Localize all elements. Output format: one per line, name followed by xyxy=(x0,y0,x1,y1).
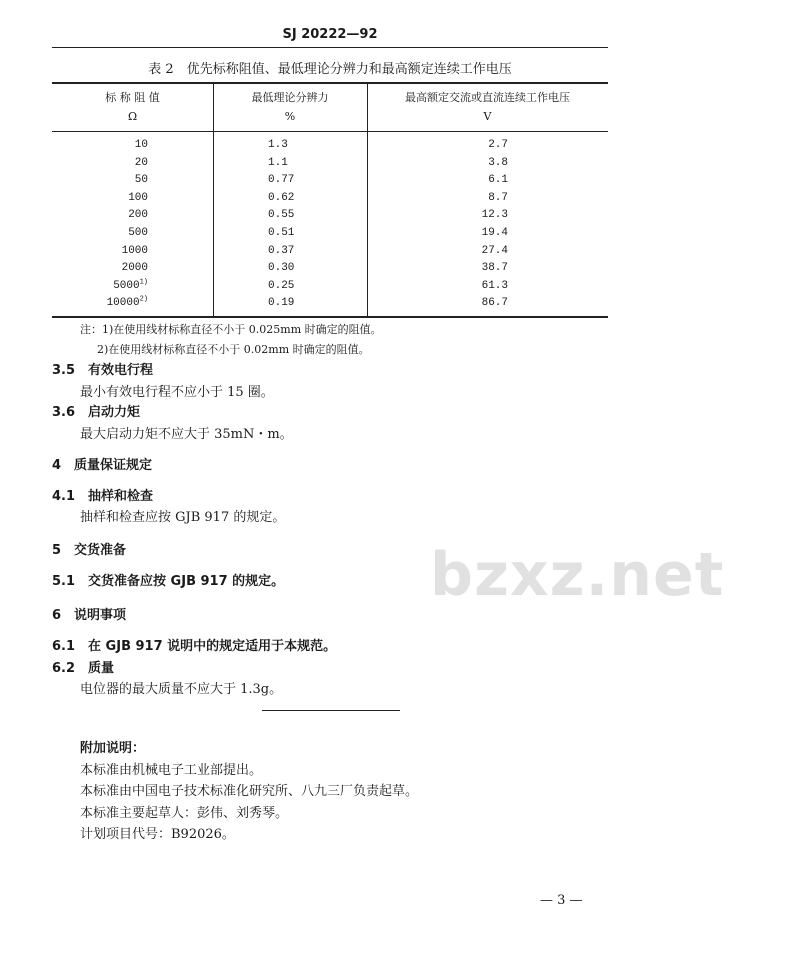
section-text: 最大启动力矩不应大于 35mN・m。 xyxy=(80,427,293,442)
resistance-value: 20 xyxy=(134,156,148,169)
table-top-rule xyxy=(52,82,608,84)
voltage-cell: 61.3 xyxy=(481,279,508,292)
section-heading: 6.1 在 GJB 917 说明中的规定适用于本规范。 xyxy=(52,639,337,654)
additional-notes-line: 本标准由机械电子工业部提出。 xyxy=(80,762,263,778)
section-heading: 5.1 交货准备应按 GJB 917 的规定。 xyxy=(52,574,285,589)
section-divider xyxy=(262,710,400,711)
additional-notes-line: 本标准由中国电子技术标准化研究所、八九三厂负责起草。 xyxy=(80,784,419,799)
section-heading: 4 质量保证规定 xyxy=(52,458,153,473)
resistance-value: 100 xyxy=(128,191,148,204)
resolution-cell: 0.51 xyxy=(268,227,295,239)
resolution-cell: 0.55 xyxy=(268,209,295,222)
footnote-marker: 1) xyxy=(139,278,148,287)
resolution-cell: 0.25 xyxy=(268,279,295,292)
section-heading: 3.6 启动力矩 xyxy=(52,405,141,420)
section-heading: 6.2 质量 xyxy=(52,661,115,676)
table-note: 2)在使用线材标称直径不小于 0.02mm 时确定的阻值。 xyxy=(97,343,370,356)
section-heading: 4.1 抽样和检查 xyxy=(52,489,154,504)
resolution-cell: 0.30 xyxy=(268,262,295,275)
header-rule xyxy=(52,47,608,48)
table-caption: 表 2 优先标称阻值、最低理论分辨力和最高额定连续工作电压 xyxy=(148,62,512,77)
section-heading: 5 交货准备 xyxy=(52,543,127,558)
voltage-cell: 86.7 xyxy=(481,297,508,310)
resolution-cell: 1.1 xyxy=(268,156,288,169)
voltage-cell: 27.4 xyxy=(481,244,508,257)
table-bottom-rule xyxy=(52,316,608,318)
resistance-cell xyxy=(60,139,148,153)
resistance-cell xyxy=(60,157,148,171)
resolution-cell: 0.37 xyxy=(268,244,295,257)
resolution-cell: 0.62 xyxy=(268,191,295,204)
resistance-value: 500 xyxy=(128,227,148,239)
voltage-cell: 12.3 xyxy=(481,209,508,222)
voltage-cell: 19.4 xyxy=(481,227,508,239)
resistance-cell xyxy=(60,280,148,294)
footnote-marker: 2) xyxy=(139,295,148,304)
column-header: 最低理论分辨力 xyxy=(251,91,329,104)
resistance-value: 1000 xyxy=(121,244,148,257)
voltage-cell: 3.8 xyxy=(488,156,508,169)
column-header: 标 称 阻 值 xyxy=(105,91,160,104)
section-heading: 3.5 有效电行程 xyxy=(52,363,154,378)
section-heading: 6 说明事项 xyxy=(52,608,127,623)
additional-notes-heading: 附加说明： xyxy=(80,741,146,756)
resistance-cell xyxy=(60,209,148,223)
page-number: — 3 — xyxy=(540,893,583,908)
voltage-cell: 2.7 xyxy=(488,139,508,151)
resistance-cell xyxy=(60,245,148,259)
column-unit: % xyxy=(284,110,296,123)
column-unit: V xyxy=(483,110,492,123)
voltage-cell: 6.1 xyxy=(488,174,508,187)
table-note: 注：1)在使用线材标称直径不小于 0.025mm 时确定的阻值。 xyxy=(80,323,382,336)
resistance-value: 10 xyxy=(134,139,148,151)
additional-notes-line: 计划项目代号：B92026。 xyxy=(80,827,235,842)
resolution-cell: 1.3 xyxy=(268,139,288,151)
resistance-value: 2000 xyxy=(121,262,148,275)
resistance-cell xyxy=(60,297,148,311)
table-header-rule xyxy=(52,131,608,132)
section-text: 最小有效电行程不应小于 15 圈。 xyxy=(80,385,274,400)
document-header: SJ 20222—92 xyxy=(282,27,378,42)
resistance-value: 10000 xyxy=(106,297,140,310)
voltage-cell: 38.7 xyxy=(481,262,508,275)
resistance-cell xyxy=(60,227,148,241)
column-header: 最高额定交流或直流连续工作电压 xyxy=(405,91,570,104)
section-text: 电位器的最大质量不应大于 1.3g。 xyxy=(80,682,283,697)
resistance-cell xyxy=(60,262,148,276)
resistance-value: 200 xyxy=(128,209,148,222)
resolution-cell: 0.77 xyxy=(268,174,295,187)
resistance-value: 5000 xyxy=(113,279,140,292)
column-unit: Ω xyxy=(127,110,138,123)
voltage-cell: 8.7 xyxy=(488,191,508,204)
resistance-cell xyxy=(60,192,148,206)
watermark: bzxz.net xyxy=(430,540,725,610)
additional-notes-line: 本标准主要起草人：彭伟、刘秀琴。 xyxy=(80,805,289,821)
section-text: 抽样和检查应按 GJB 917 的规定。 xyxy=(80,510,286,525)
resistance-cell xyxy=(60,174,148,188)
resistance-value: 50 xyxy=(134,174,148,187)
resolution-cell: 0.19 xyxy=(268,297,295,310)
